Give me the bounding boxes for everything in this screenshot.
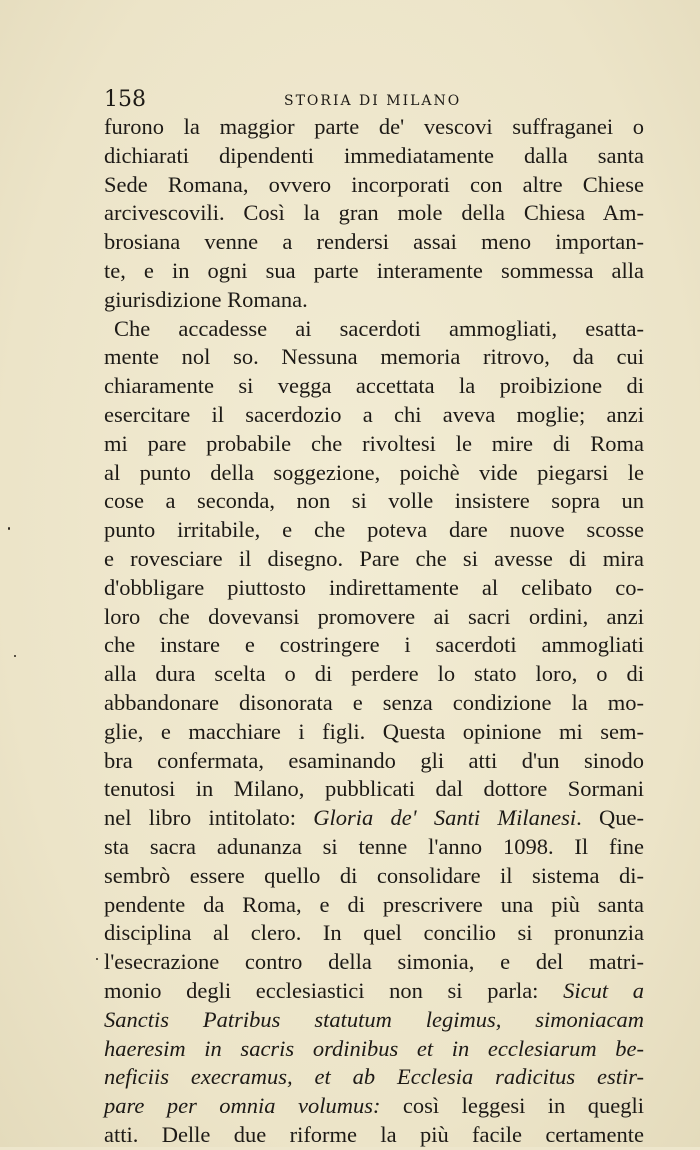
text-line: esercitare il sacerdozio a chi aveva moglie; anzi	[104, 401, 644, 427]
page-number: 158	[104, 87, 146, 112]
text-line: dichiarati dipendenti immediatamente dalla santa	[104, 142, 644, 168]
text-segment: nel libro intitolato:	[104, 805, 314, 831]
latin-quote: Sicut a	[563, 977, 644, 1003]
text-line: mi pare probabile che rivoltesi le mire di Roma	[104, 430, 644, 456]
page-header	[104, 88, 644, 112]
text-line: l'esecrazione contro della simonia, e del matri-	[104, 949, 644, 975]
text-line: tenutosi in Milano, pubblicati dal dottore Sormani	[104, 776, 644, 802]
text-line	[104, 1063, 644, 1092]
text-line: punto irritabile, e che poteva dare nuove scosse	[104, 517, 644, 543]
text-line: pendente da Roma, e di prescrivere una più santa	[104, 891, 644, 917]
paper-speck	[8, 527, 10, 530]
text-line: glie, e macchiare i figli. Questa opinione mi sem-	[104, 718, 644, 744]
text-line: atti. Delle due riforme la più facile certamente	[104, 1121, 644, 1147]
text-line: arcivescovili. Così la gran mole della Chiesa Am-	[104, 200, 644, 226]
text-line	[104, 804, 644, 833]
text-line: disciplina al clero. In quel concilio si pronunzia	[104, 920, 644, 946]
text-line	[104, 977, 644, 1006]
text-line	[104, 1035, 644, 1064]
text-line: te, e in ogni sua parte interamente sommessa alla	[104, 257, 644, 283]
text-line: e rovesciare il disegno. Pare che si avesse di mira	[104, 545, 644, 571]
text-line: furono la maggior parte de' vescovi suffraganei o	[104, 114, 644, 139]
text-segment: monio degli ecclesiastici non si parla:	[104, 977, 564, 1003]
text-segment: così leggesi in quegli	[380, 1093, 644, 1119]
text-line: Che accadesse ai sacerdoti ammogliati, esatta-	[114, 315, 644, 341]
text-line: Sede Romana, ovvero incorporati con altre Chiese	[104, 171, 644, 197]
text-line: cose a seconda, non si volle insistere sopra un	[104, 488, 644, 514]
latin-quote: Sanctis Patribus statutum legimus, simoniacam	[104, 1006, 644, 1032]
latin-quote: haeresim in sacris ordinibus et in ecclesiarum be-	[104, 1035, 644, 1061]
text-line: al punto della soggezione, poichè vide piegarsi le	[104, 459, 644, 485]
text-line: giurisdizione Romana.	[104, 286, 308, 312]
text-line: abbandonare disonorata e senza condizione la mo-	[104, 689, 644, 715]
text-line	[104, 1006, 644, 1035]
paper-speck	[14, 655, 16, 657]
book-title: Gloria de' Santi Milanesi	[313, 805, 577, 831]
text-line: d'obbligare piuttosto indirettamente al celibato co-	[104, 574, 644, 600]
text-line: sta sacra adunanza si tenne l'anno 1098. Il fine	[104, 833, 644, 859]
text-segment: . Que-	[576, 805, 644, 831]
text-line: bra confermata, esaminando gli atti d'un sinodo	[104, 747, 644, 773]
text-line: loro che dovevansi promovere ai sacri ordini, anzi	[104, 603, 644, 629]
latin-quote: pare per omnia volumus:	[104, 1093, 381, 1119]
latin-quote: neficiis execramus, et ab Ecclesia radicitus estir-	[104, 1064, 644, 1090]
paper-speck	[96, 958, 98, 960]
text-line: mente nol so. Nessuna memoria ritrovo, da cui	[104, 344, 644, 370]
running-title: STORIA DI MILANO	[284, 93, 462, 109]
text-line: sembrò essere quello di consolidare il sistema di-	[104, 862, 644, 888]
text-line: che instare e costringere i sacerdoti ammogliati	[104, 632, 644, 658]
text-line	[104, 1092, 644, 1121]
text-line: chiaramente si vegga accettata la proibizione di	[104, 373, 644, 399]
text-line: alla dura scelta o di perdere lo stato loro, o di	[104, 661, 644, 687]
body-text	[104, 113, 644, 1150]
text-line: brosiana venne a rendersi assai meno importan-	[104, 229, 644, 255]
